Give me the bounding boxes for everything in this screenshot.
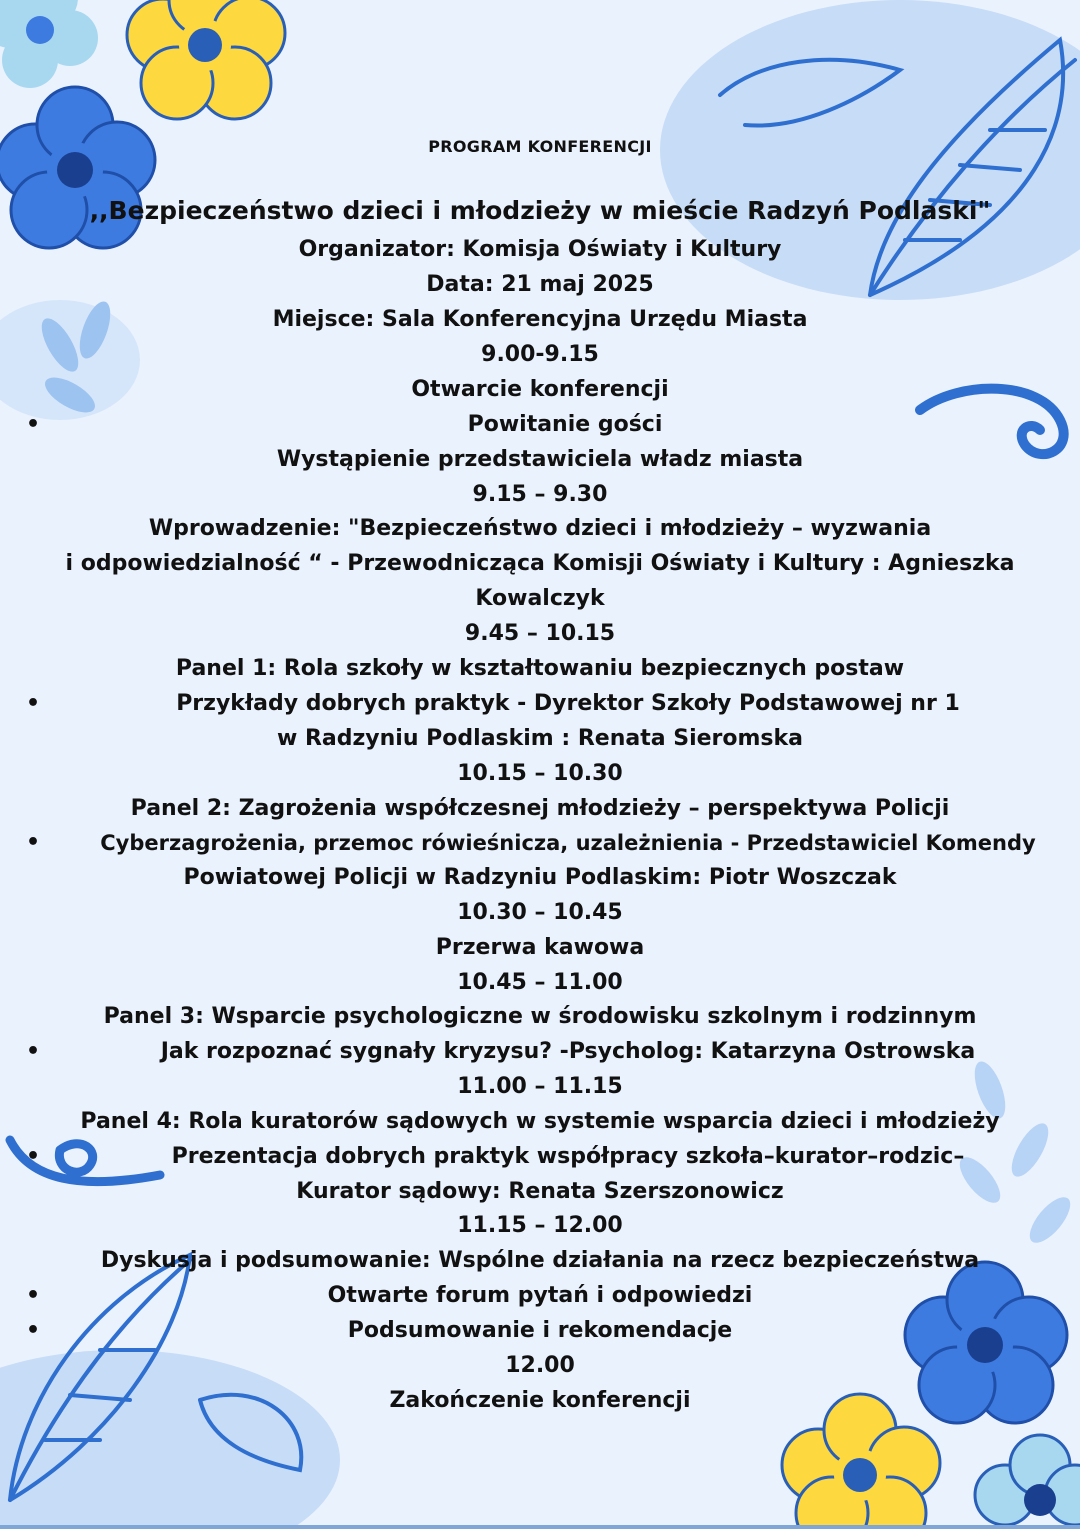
- session-item: Otwarte forum pytań i odpowiedzi: [327, 1283, 753, 1308]
- session-item: w Radzyniu Podlaskim : Renata Sieromska: [276, 726, 804, 751]
- session-item: Jak rozpoznać sygnały kryzysu? -Psycholog: Katarzyna Ostrowska: [160, 1039, 976, 1064]
- list-bullet: •: [26, 412, 41, 437]
- list-bullet: •: [26, 691, 41, 716]
- session-time: 11.00 – 11.15: [457, 1074, 623, 1099]
- event-place: Miejsce: Sala Konferencyjna Urzędu Miasta: [272, 307, 808, 332]
- program-kicker: PROGRAM KONFERENCJI: [428, 137, 652, 156]
- session-title: Kowalczyk: [475, 586, 605, 611]
- session-item: Przykłady dobrych praktyk - Dyrektor Szkoły Podstawowej nr 1: [176, 691, 960, 716]
- event-date: Data: 21 maj 2025: [426, 272, 654, 297]
- session-time: 9.45 – 10.15: [464, 621, 616, 646]
- session-time: 12.00: [505, 1353, 575, 1378]
- session-item: Wystąpienie przedstawiciela władz miasta: [276, 447, 804, 472]
- session-title: Zakończenie konferencji: [389, 1388, 691, 1413]
- session-time: 10.30 – 10.45: [457, 900, 623, 925]
- session-time: 11.15 – 12.00: [457, 1213, 623, 1238]
- conference-title: ,,Bezpieczeństwo dzieci i młodzieży w mieście Radzyń Podlaski": [89, 196, 991, 225]
- session-item: Powitanie gości: [467, 412, 663, 437]
- session-title: Otwarcie konferencji: [411, 377, 669, 402]
- list-bullet: •: [26, 1144, 41, 1169]
- session-time: 10.15 – 10.30: [457, 761, 623, 786]
- organizer: Organizator: Komisja Oświaty i Kultury: [298, 237, 782, 262]
- session-time: 9.00-9.15: [481, 342, 599, 367]
- session-title: Panel 4: Rola kuratorów sądowych w systemie wsparcia dzieci i młodzieży: [80, 1109, 1000, 1134]
- session-time: 9.15 – 9.30: [472, 482, 608, 507]
- list-bullet: •: [26, 1283, 41, 1308]
- list-bullet: •: [26, 1039, 41, 1064]
- session-time: 10.45 – 11.00: [457, 970, 623, 995]
- session-item: Prezentacja dobrych praktyk współpracy szkoła–kurator–rodzic–: [171, 1144, 965, 1169]
- session-title: Panel 1: Rola szkoły w kształtowaniu bezpiecznych postaw: [175, 656, 905, 681]
- session-item: Podsumowanie i rekomendacje: [347, 1318, 733, 1343]
- session-title: Panel 3: Wsparcie psychologiczne w środowisku szkolnym i rodzinnym: [103, 1004, 977, 1029]
- session-item: Kurator sądowy: Renata Szerszonowicz: [296, 1179, 784, 1204]
- bottom-divider: [0, 1525, 1080, 1529]
- session-item: Powiatowej Policji w Radzyniu Podlaskim: Piotr Woszczak: [183, 865, 897, 890]
- session-title: Panel 2: Zagrożenia współczesnej młodzieży – perspektywa Policji: [130, 796, 950, 821]
- session-title: Wprowadzenie: "Bezpieczeństwo dzieci i młodzieży – wyzwania: [148, 516, 932, 541]
- session-title: Przerwa kawowa: [435, 935, 645, 960]
- list-bullet: •: [26, 830, 41, 855]
- session-title: Dyskusja i podsumowanie: Wspólne działania na rzecz bezpieczeństwa: [100, 1248, 980, 1273]
- list-bullet: •: [26, 1318, 41, 1343]
- session-item: Cyberzagrożenia, przemoc rówieśnicza, uzależnienia - Przedstawiciel Komendy: [100, 831, 1036, 855]
- session-title: i odpowiedzialność “ - Przewodnicząca Komisji Oświaty i Kultury : Agnieszka: [65, 551, 1015, 576]
